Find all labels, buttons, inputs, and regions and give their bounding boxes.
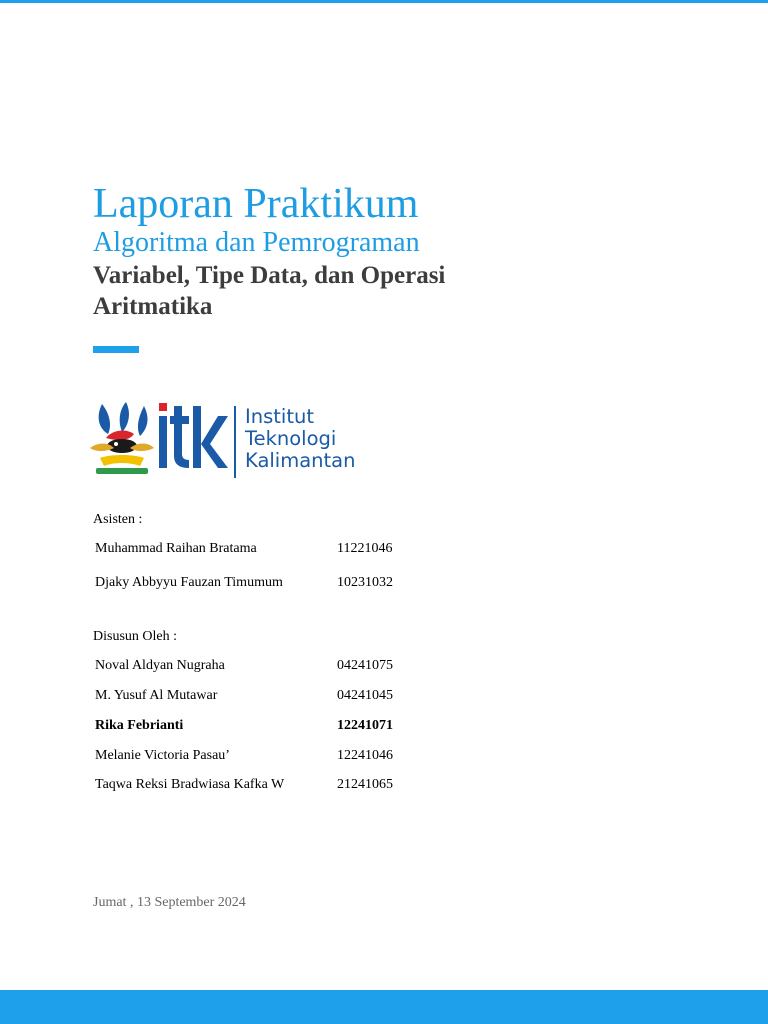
member-name: Taqwa Reksi Bradwiasa Kafka W [95,777,285,792]
member-nim: 21241065 [337,777,393,792]
authors-label: Disusun Oleh : [93,629,177,644]
assistant-row [95,575,415,595]
bottom-accent-band [0,990,768,1024]
member-nim: 04241075 [337,658,393,673]
logo-line-institut: Institut [245,405,314,428]
member-nim: 10231032 [337,575,393,590]
author-row [95,658,415,678]
topic-heading: Variabel, Tipe Data, dan Operasi Aritmatika [93,262,446,320]
logo-line-teknologi: Teknologi [245,427,337,450]
itk-logo [86,398,376,482]
author-row [95,688,415,708]
member-name: Noval Aldyan Nugraha [95,658,225,673]
author-row-highlighted [95,718,415,738]
member-name: M. Yusuf Al Mutawar [95,688,218,703]
member-nim: 11221046 [337,541,393,556]
logo-wordmark [245,406,356,472]
author-row [95,777,415,797]
member-nim: 12241071 [337,718,393,733]
member-name: Melanie Victoria Pasau’ [95,748,230,763]
course-subtitle: Algoritma dan Pemrograman [93,227,420,258]
assistants-label: Asisten : [93,512,143,527]
logo-line-kalimantan: Kalimantan [245,449,356,472]
assistant-row [95,541,415,561]
member-nim: 04241045 [337,688,393,703]
author-row [95,748,415,768]
page-title: Laporan Praktikum [93,181,419,227]
top-accent-rule [0,0,768,3]
member-name: Rika Febrianti [95,718,184,733]
member-name: Muhammad Raihan Bratama [95,541,257,556]
accent-bar [93,346,139,353]
member-name: Djaky Abbyyu Fauzan Timumum [95,575,283,590]
member-nim: 12241046 [337,748,393,763]
report-date: Jumat , 13 September 2024 [93,895,246,910]
